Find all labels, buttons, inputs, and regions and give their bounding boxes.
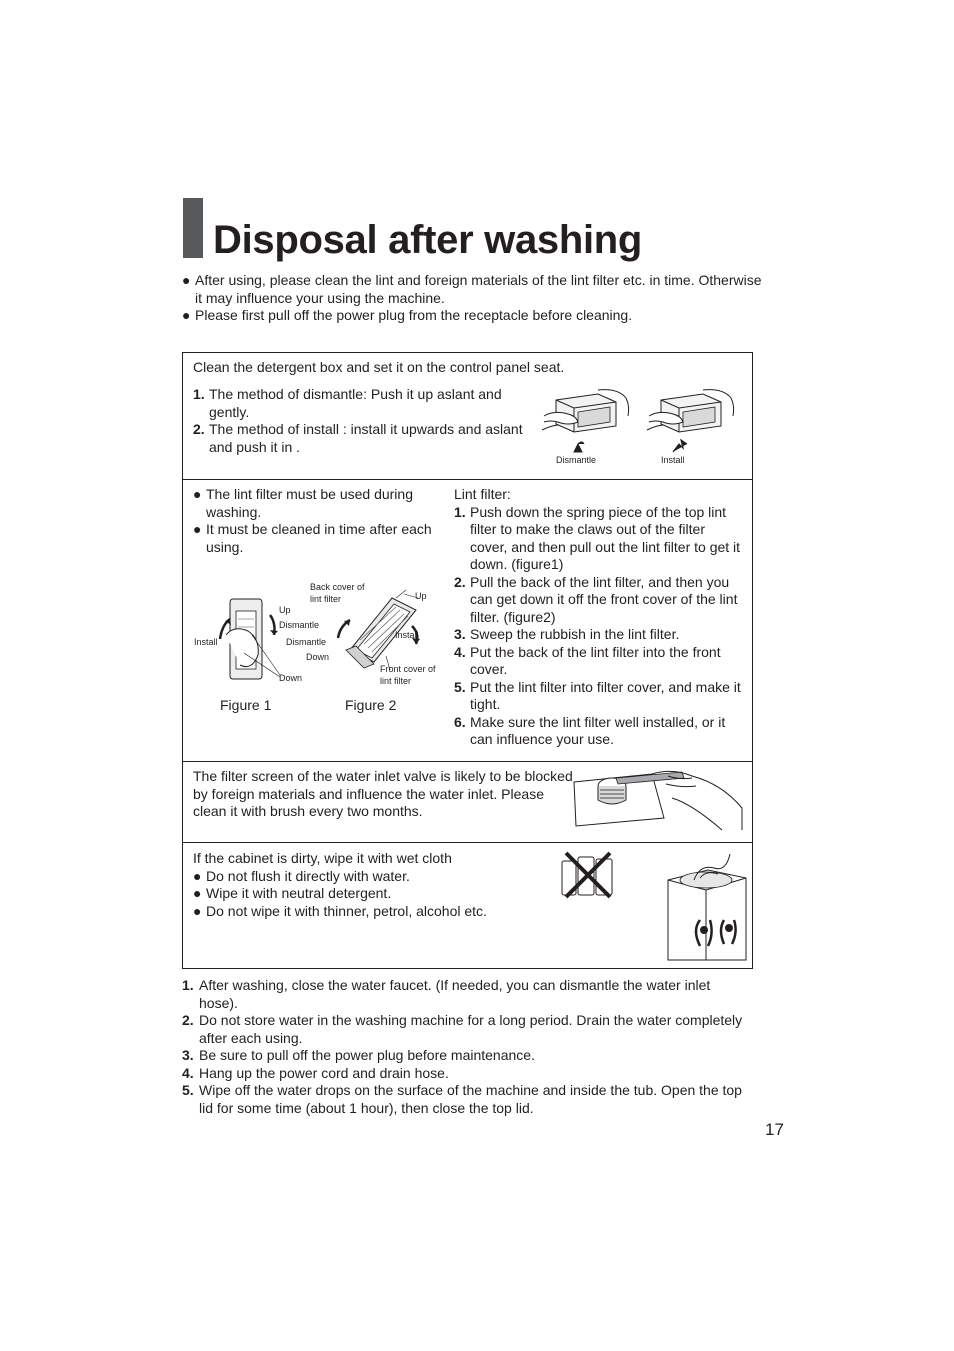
page-number: 17	[765, 1120, 784, 1139]
no-solvents-icon	[558, 851, 618, 899]
list-item: 5. Put the lint filter into filter cover, and make it tight.	[454, 678, 741, 712]
detergent-install-illustration	[643, 386, 738, 454]
figure-1-caption: Figure 1	[220, 697, 272, 713]
lint-filter-figure-1	[214, 595, 284, 685]
list-item: 2. Pull the back of the lint filter, and then you can get down it off the front cover of the lint filter. (figure2)	[454, 573, 738, 625]
title-accent-bar	[183, 198, 203, 258]
section-divider	[182, 479, 753, 480]
label-dismantle: Dismantle	[279, 620, 320, 630]
label-up: Up	[415, 591, 427, 601]
lint-filter-notes	[193, 486, 443, 556]
after-washing-steps	[182, 977, 752, 1117]
list-item: 5. Wipe off the water drops on the surface of the machine and inside the tub. Open the top lid for some time (about 1 hour), then close the top lid.	[182, 1082, 742, 1116]
label-dismantle: Dismantle	[286, 637, 327, 647]
label-down: Down	[306, 652, 330, 662]
section-divider	[182, 761, 753, 762]
label-install: Install	[395, 630, 419, 640]
detergent-box-steps	[193, 386, 523, 456]
list-item: 1. After washing, close the water faucet. (If needed, you can dismantle the water inlet hose).	[182, 977, 711, 1011]
bullet-icon: ●	[193, 885, 202, 901]
label-install: Install	[194, 637, 218, 647]
section-divider	[182, 842, 753, 843]
label-back-cover: Back cover of lint filter	[310, 582, 365, 604]
label-up: Up	[279, 605, 291, 615]
bullet-icon: ●	[193, 521, 202, 537]
water-inlet-text: The filter screen of the water inlet valve is likely to be blocked by foreign materials and influence the water inlet. Please clean it with brush every two months.	[193, 768, 573, 819]
intro-bullets	[182, 272, 762, 325]
page-title: Disposal after washing	[213, 218, 643, 262]
bullet-icon: ●	[193, 486, 202, 502]
list-item: 1. Push down the spring piece of the top lint filter to make the claws out of the filter cover, and then pull out the lint filter to get it down. (figure1)	[454, 503, 741, 572]
figure-2-caption: Figure 2	[345, 697, 397, 713]
lint-filter-instructions	[454, 486, 744, 749]
bullet-icon: ●	[182, 307, 191, 323]
label-down: Down	[279, 673, 303, 683]
wipe-cabinet-illustration	[664, 850, 750, 966]
intro-bullet: ● Please first pull off the power plug from the receptacle before cleaning.	[182, 307, 633, 323]
list-item: 4. Hang up the power cord and drain hose.	[182, 1064, 449, 1081]
list-item: 2. The method of install : install it upwards and aslant and push it in .	[193, 421, 523, 455]
lint-filter-heading: Lint filter:	[454, 486, 511, 502]
water-inlet-brush-illustration	[572, 768, 747, 830]
install-label: Install	[661, 455, 685, 465]
dismantle-label: Dismantle	[556, 455, 597, 465]
list-item: ● Wipe it with neutral detergent.	[193, 885, 392, 901]
intro-bullet: ● After using, please clean the lint and foreign materials of the lint filter etc. in time. Otherwise it may influence your using the machine.	[182, 272, 762, 306]
label-front-cover: Front cover of lint filter	[380, 664, 436, 686]
list-item: ● The lint filter must be used during washing.	[193, 486, 413, 520]
bullet-icon: ●	[193, 867, 202, 884]
list-item: 3. Sweep the rubbish in the lint filter.	[454, 626, 680, 642]
list-item: 1. The method of dismantle: Push it up aslant and gently.	[193, 386, 502, 420]
list-item: ● Do not wipe it with thinner, petrol, alcohol etc.	[193, 902, 487, 919]
list-item: ● It must be cleaned in time after each using.	[193, 521, 432, 555]
detergent-box-text: Clean the detergent box and set it on the control panel seat.	[193, 359, 565, 375]
list-item: 6. Make sure the lint filter well installed, or it can influence your use.	[454, 713, 726, 747]
detergent-dismantle-illustration	[538, 386, 633, 454]
bullet-icon: ●	[193, 902, 202, 919]
list-item: ● Do not flush it directly with water.	[193, 867, 410, 884]
list-item: 4. Put the back of the lint filter into the front cover.	[454, 643, 721, 677]
cabinet-cleaning	[193, 850, 553, 920]
list-item: 2. Do not store water in the washing machine for a long period. Drain the water completely after each using.	[182, 1012, 743, 1046]
cabinet-heading: If the cabinet is dirty, wipe it with wet cloth	[193, 850, 452, 866]
list-item: 3. Be sure to pull off the power plug before maintenance.	[182, 1047, 535, 1063]
bullet-icon: ●	[182, 272, 191, 288]
